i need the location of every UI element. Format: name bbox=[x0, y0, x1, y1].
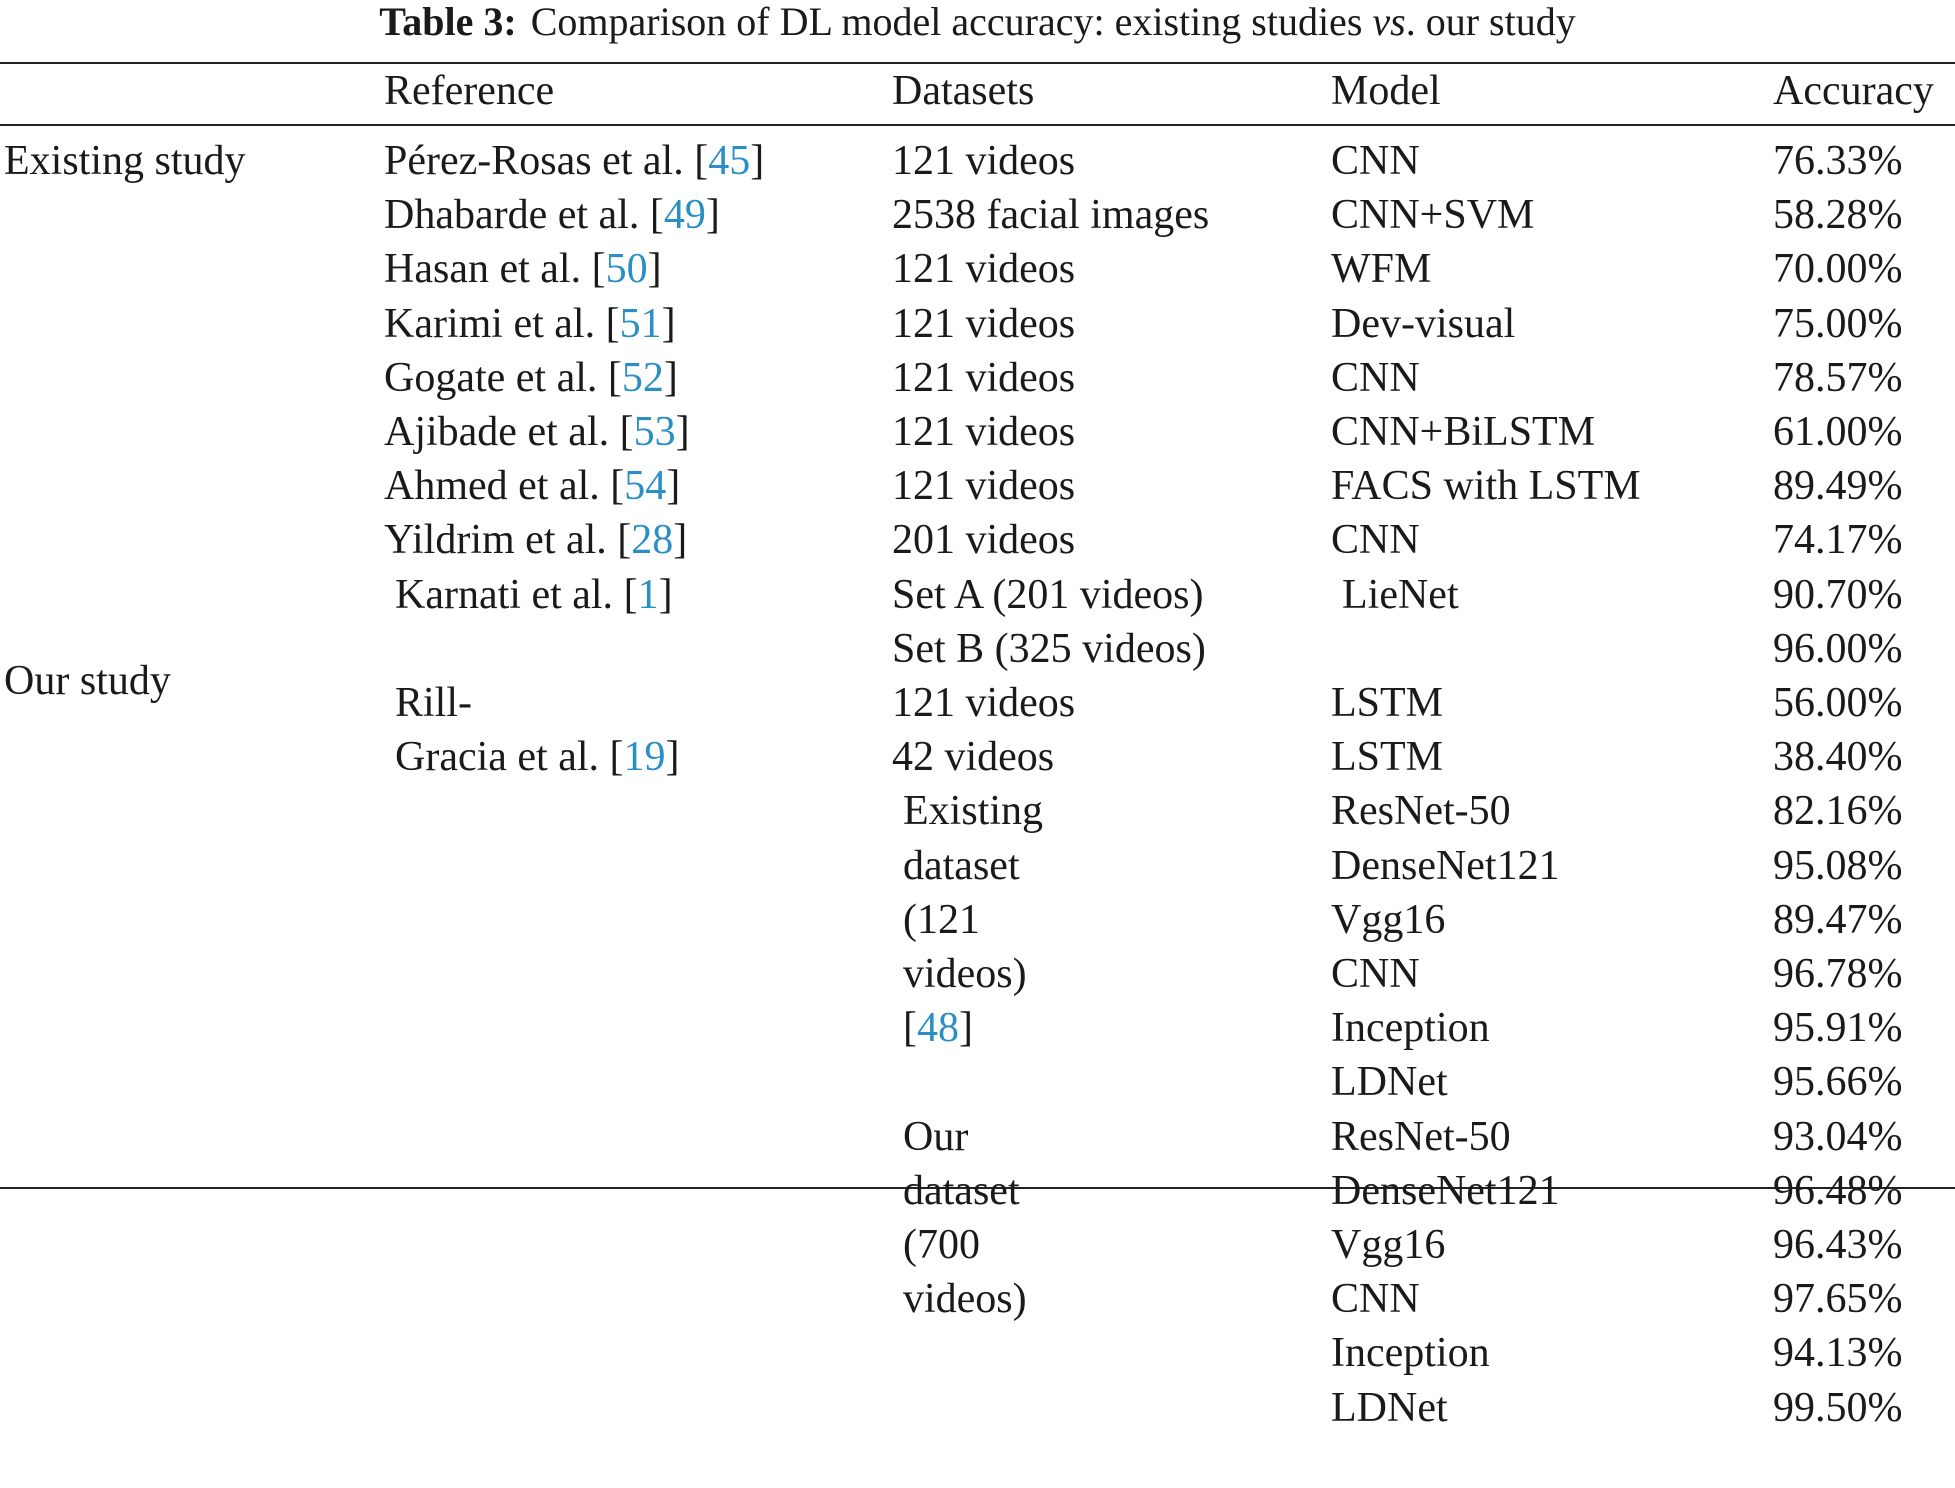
dataset-cell: 121 videos bbox=[892, 246, 1076, 292]
citation-bracket-open: [ bbox=[591, 246, 606, 292]
accuracy-cell: 90.70% bbox=[1773, 572, 1903, 618]
citation-bracket-open: [ bbox=[903, 1005, 917, 1051]
accuracy-cell: 75.00% bbox=[1773, 301, 1903, 347]
citation-link[interactable]: 45 bbox=[708, 138, 751, 184]
model-cell: Dev-visual bbox=[1331, 301, 1516, 347]
model-cell: LSTM bbox=[1331, 734, 1444, 780]
accuracy-cell: 76.33% bbox=[1773, 138, 1903, 184]
caption-text-after: . our study bbox=[1405, 0, 1576, 44]
reference-author: Yildrim et al. bbox=[384, 517, 607, 563]
citation-link[interactable]: 19 bbox=[623, 734, 666, 780]
reference-author: Gogate et al. bbox=[384, 355, 598, 401]
dataset-cell: 121 videos bbox=[892, 463, 1076, 509]
header-rule bbox=[0, 124, 1955, 126]
accuracy-cell: 89.49% bbox=[1773, 463, 1903, 509]
reference-cell bbox=[384, 459, 680, 513]
dataset-cell: 121 videos bbox=[892, 355, 1076, 401]
reference-author: Dhabarde et al. bbox=[384, 192, 640, 238]
reference-cell bbox=[395, 568, 673, 622]
model-cell: ResNet-50 bbox=[1331, 788, 1511, 834]
dataset-existing-line: Existing bbox=[903, 788, 1044, 834]
dataset-cell: 2538 facial images bbox=[892, 192, 1210, 238]
citation-bracket-close: ] bbox=[647, 246, 662, 292]
citation-bracket-close: ] bbox=[673, 517, 688, 563]
citation-link[interactable]: 28 bbox=[631, 517, 674, 563]
citation-bracket-open: [ bbox=[607, 355, 622, 401]
accuracy-cell: 89.47% bbox=[1773, 897, 1903, 943]
model-cell: CNN bbox=[1331, 951, 1420, 997]
citation-bracket-open: [ bbox=[605, 301, 620, 347]
citation-link[interactable]: 53 bbox=[633, 409, 676, 455]
dataset-cell: 42 videos bbox=[892, 734, 1055, 780]
model-cell: LDNet bbox=[1331, 1059, 1448, 1105]
citation-bracket-open: [ bbox=[619, 409, 634, 455]
citation-bracket-open: [ bbox=[649, 192, 664, 238]
accuracy-cell: 95.66% bbox=[1773, 1059, 1903, 1105]
model-cell: CNN bbox=[1331, 355, 1420, 401]
accuracy-cell: 97.65% bbox=[1773, 1276, 1903, 1322]
model-cell: Vgg16 bbox=[1331, 1222, 1446, 1268]
dataset-existing-line: videos) bbox=[903, 951, 1027, 997]
reference-cell bbox=[384, 134, 764, 188]
model-cell: CNN+SVM bbox=[1331, 192, 1535, 238]
citation-bracket-close: ] bbox=[665, 734, 680, 780]
reference-author: Ahmed et al. bbox=[384, 463, 600, 509]
reference-author: Ajibade et al. bbox=[384, 409, 610, 455]
citation-link[interactable]: 50 bbox=[605, 246, 648, 292]
reference-author: Gracia et al. bbox=[395, 734, 600, 780]
accuracy-cell: 58.28% bbox=[1773, 192, 1903, 238]
dataset-existing-line: dataset bbox=[903, 843, 1020, 889]
accuracy-cell: 93.04% bbox=[1773, 1114, 1903, 1160]
accuracy-cell: 96.78% bbox=[1773, 951, 1903, 997]
accuracy-cell: 96.00% bbox=[1773, 626, 1903, 672]
citation-link[interactable]: 1 bbox=[637, 572, 659, 618]
citation-bracket-close: ] bbox=[666, 463, 681, 509]
table-caption bbox=[0, 0, 1955, 44]
reference-cell bbox=[384, 405, 690, 459]
reference-cell bbox=[384, 351, 678, 405]
citation-bracket-close: ] bbox=[663, 355, 678, 401]
citation-bracket-close: ] bbox=[675, 409, 690, 455]
model-cell: CNN bbox=[1331, 517, 1420, 563]
reference-author: Karimi et al. bbox=[384, 301, 596, 347]
reference-author: Hasan et al. bbox=[384, 246, 582, 292]
accuracy-cell: 61.00% bbox=[1773, 409, 1903, 455]
dataset-cell: 121 videos bbox=[892, 138, 1076, 184]
reference-author: Rill- bbox=[395, 680, 473, 726]
dataset-ours-line: videos) bbox=[903, 1276, 1027, 1322]
model-cell: CNN bbox=[1331, 1276, 1420, 1322]
header-model: Model bbox=[1331, 68, 1441, 114]
model-cell: DenseNet121 bbox=[1331, 1168, 1560, 1214]
citation-bracket-close: ] bbox=[705, 192, 720, 238]
dataset-cell: 121 videos bbox=[892, 680, 1076, 726]
citation-bracket-close: ] bbox=[658, 572, 673, 618]
header-reference: Reference bbox=[384, 68, 555, 114]
model-cell: LDNet bbox=[1331, 1385, 1448, 1431]
citation-link[interactable]: 54 bbox=[624, 463, 667, 509]
accuracy-cell: 56.00% bbox=[1773, 680, 1903, 726]
dataset-existing-line: (121 bbox=[903, 897, 980, 943]
model-cell: CNN bbox=[1331, 138, 1420, 184]
accuracy-cell: 94.13% bbox=[1773, 1330, 1903, 1376]
accuracy-cell: 95.08% bbox=[1773, 843, 1903, 889]
reference-cell bbox=[384, 513, 687, 567]
dataset-cell: 121 videos bbox=[892, 301, 1076, 347]
reference-author: Karnati et al. bbox=[395, 572, 614, 618]
citation-link[interactable]: 52 bbox=[621, 355, 664, 401]
accuracy-cell: 96.43% bbox=[1773, 1222, 1903, 1268]
model-cell: DenseNet121 bbox=[1331, 843, 1560, 889]
header-accuracy: Accuracy bbox=[1773, 68, 1934, 114]
reference-author: Pérez-Rosas et al. bbox=[384, 138, 684, 184]
accuracy-cell: 78.57% bbox=[1773, 355, 1903, 401]
accuracy-cell: 74.17% bbox=[1773, 517, 1903, 563]
accuracy-cell: 70.00% bbox=[1773, 246, 1903, 292]
citation-bracket-open: [ bbox=[609, 734, 624, 780]
model-cell: Inception bbox=[1331, 1330, 1490, 1376]
citation-link[interactable]: 49 bbox=[663, 192, 706, 238]
dataset-cell: 121 videos bbox=[892, 409, 1076, 455]
reference-cell bbox=[395, 730, 680, 784]
reference-cell bbox=[384, 188, 720, 242]
citation-bracket-open: [ bbox=[610, 463, 625, 509]
citation-link[interactable]: 48 bbox=[917, 1005, 959, 1051]
model-cell: Inception bbox=[1331, 1005, 1490, 1051]
caption-label: Table 3: bbox=[379, 0, 517, 44]
model-cell: CNN+BiLSTM bbox=[1331, 409, 1596, 455]
model-cell: Vgg16 bbox=[1331, 897, 1446, 943]
dataset-cell: Set A (201 videos) bbox=[892, 572, 1204, 618]
dataset-ours-line: (700 bbox=[903, 1222, 980, 1268]
citation-bracket-close: ] bbox=[661, 301, 676, 347]
model-cell: FACS with LSTM bbox=[1331, 463, 1641, 509]
accuracy-cell: 82.16% bbox=[1773, 788, 1903, 834]
header-datasets: Datasets bbox=[892, 68, 1035, 114]
model-cell: LSTM bbox=[1331, 680, 1444, 726]
caption-vs: vs bbox=[1372, 0, 1406, 44]
model-cell: ResNet-50 bbox=[1331, 1114, 1511, 1160]
dataset-cell: 201 videos bbox=[892, 517, 1076, 563]
accuracy-cell: 95.91% bbox=[1773, 1005, 1903, 1051]
reference-cell bbox=[384, 297, 676, 351]
reference-cell bbox=[384, 242, 662, 296]
accuracy-cell: 99.50% bbox=[1773, 1385, 1903, 1431]
dataset-cell: Set B (325 videos) bbox=[892, 626, 1206, 672]
citation-bracket-open: [ bbox=[694, 138, 709, 184]
accuracy-cell: 96.48% bbox=[1773, 1168, 1903, 1214]
citation-link[interactable]: 51 bbox=[619, 301, 662, 347]
model-cell: LieNet bbox=[1342, 572, 1459, 618]
dataset-existing-citation bbox=[903, 1001, 973, 1055]
group-label-ours: Our study bbox=[4, 658, 171, 704]
citation-bracket-open: [ bbox=[623, 572, 638, 618]
caption-text-before: Comparison of DL model accuracy: existing studies bbox=[530, 0, 1373, 44]
model-cell: WFM bbox=[1331, 246, 1432, 292]
dataset-ours-line: dataset bbox=[903, 1168, 1020, 1214]
group-label-existing: Existing study bbox=[4, 138, 246, 184]
reference-cell bbox=[395, 676, 472, 730]
citation-bracket-close: ] bbox=[959, 1005, 973, 1051]
citation-bracket-close: ] bbox=[750, 138, 765, 184]
citation-bracket-open: [ bbox=[617, 517, 632, 563]
accuracy-cell: 38.40% bbox=[1773, 734, 1903, 780]
dataset-ours-line: Our bbox=[903, 1114, 969, 1160]
